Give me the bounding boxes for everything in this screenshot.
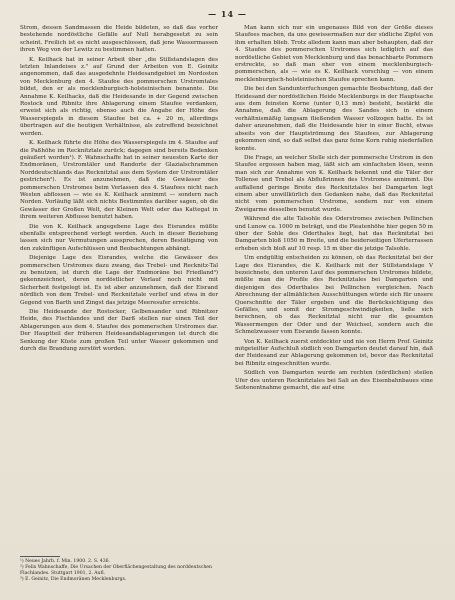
footnote: ²) Felix Wahnschaffe, Die Ursachen der Oberflächengestaltung des norddeutschen Flachlandes. Stuttgart 1901, 2. Aufl. xyxy=(20,565,212,576)
paragraph: Diejenige Lage des Eisrandes, welche die Gewässer des pommerschen Urstromes dazu zwang, das Trebel- und Recknitz-Tal zu benutzen, ist durch die Lage der Endmoräne bei Friedland³) gekennzeichnet, deren nordöstlicher Verlauf noch nicht mit Sicherheit festgelegt ist. Es ist aber anzunehmen, daß der Eisrand nördlich von dem Trebel- und Recknitztale verlief und etwa in der Gegend von Barth und Zingst das jetzige Meeresufer erreichte. xyxy=(20,255,218,306)
paragraph: Die bei den Sandunterfuchungen gemachte Beobachtung, daß der Heidesand der nordöstlichen Heide Mecklenburgs in der Hauptsache aus dem feinsten Korne (unter 0,13 mm) besteht, bestärkt die Annahme, daß die Ablagerung des Sandes sich in einem verhältnismäßig langsam fließenden Wasser vollzogen hatte. Es ist daher anzunehmen, daß die Heidesande hier in einer Bucht, etwas abseits von der Hauptströmung des Staufees, zur Ablagerung gekommen sind, so daß selbst das ganz feine Korn ruhig niederfallen konnte. xyxy=(235,86,433,152)
left-column xyxy=(20,25,218,355)
right-column xyxy=(235,25,433,395)
paragraph: Die von K. Keilhack angegebene Lage des Eisrandes müßte ebenfalls entsprechend verlegt werden. Auch in dieser Beziehung lassen sich nur Vermutungen aussprechen, deren Bestätigung von den zukünftigen Aufschlüssen und Beobachtungen abhängt. xyxy=(20,223,218,252)
footnote: ³) E. Geinitz, Die Endmoränen Mecklenburgs. xyxy=(20,577,127,582)
paragraph: Die Frage, an welcher Stelle sich der pommersche Urstrom in den Staufee ergossen haben mag, läßt sich am einfachsten lösen, wenn man sich zur Annahme von K. Keilhack bekennt und die Täler der Tollense und Trebel als Abflußrinnen des Urstromes annimmt. Die auffallend geringe Breite des Recknitztales bei Damgarten legt einem aber unwillkürlich den Gedanken nahe, daß das Recknitztal nicht vom pommerschen Urstrome, sondern nur von einem Zweigarme desselben benutzt wurde. xyxy=(235,154,433,213)
paragraph: Während die alte Talsohle des Oderstromes zwischen Pellinchen und Lunow ca. 1000 m beträgt, und die Pleatenhöhe hier gegen 50 m über der Sohle des Oderthales liegt, hat das Recknitztal bei Damgarten bloß 1050 m Breite, und die beiderseitigen Uferterrassen erheben sich bloß auf 10 resp. 15 m über die jetzige Talsohle. xyxy=(235,216,433,252)
footnote-divider xyxy=(20,556,60,557)
paragraph: Die Heidesande der Rostocker, Gelbensander und Ribnitzer Heide, des Fischlandes und der Darß stellen nur einen Teil der Ablagerungen aus dem 4. Staufee des pommerschen Urstromes dar. Der Hauptteil der früheren Heidesandablagerungen ist durch die Senkung der Küste zum großen Teil unter Wasser gekommen und durch die Brandung zerstört worden. xyxy=(20,309,218,353)
footnote: ¹) Neues Jahrb. f. Min. 1900. 2. S. 436. xyxy=(20,559,111,564)
paragraph: K. Keilhack führte die Höhe des Wasserspiegels im 4. Staufee auf die Paßhöhe im Recknitztale zurück; dagegen sind bereits Bedenken geäußert worden¹). F. Wahnschaffe hat in seiner neuesten Karte der Endmoränen, Urstromtäler und Randorte der Glazialschrammen Norddeutschlands das Recknitztal aus dem System der Urstromtäler gestrichen²). Es ist anzunehmen, daß die Gewässer des pommerschen Urstromes beim Verlassen des 4. Staufees nicht nach Westen abflossen — wie es K. Keilhack annimmt — sondern nach Norden. Vorläufig läßt sich nichts Bestimmtes darüber sagen, ob die Gewässer der Großen Welt, der Kleinen Welt oder das Kattegat in ihrem weiteren Abflusse benutzt haben. xyxy=(20,140,218,221)
paragraph: Südlich von Damgarten wurde am rechten (nördlichen) steilen Ufer des unteren Recknitztales bei Sali an des Eisenbahnbaues eine Seitenentnahme gemacht, die auf eine xyxy=(235,370,433,392)
paragraph: K. Keilhack hat in seiner Arbeit über „die Stillstandslagen des letzten Inlandeises z." auf Grund der Arbeiten von E. Geinitz angenommen, daß das ausgedehnte Heidesandgebiet im Nordosten von Mecklenburg den 4. Staufee des pommerschen Urstromtales bildet, den er als mecklenburgisch-holsteinischen benannte. Die Annahme K. Keilhacks, daß die Heidesande in der Gegend zwischen Rostock und Ribnitz ihre Ablagerung einem Staufee verdanken, erweist sich als richtig, ebenso auch die Angabe der Höhe des Wasserspiegels in diesem Staufee bei ca. + 20 m, allerdings übertragen auf die heutigen Verhältnisse, als zutreffend bezeichnet werden. xyxy=(20,56,218,137)
paragraph: Von K. Keilhack zuerst entdeckter und nie von Herrn Prof. Geinitz mitgeteilter Aufschluß südlich von Damgarten deutet darauf hin, daß der Heidesand zur Ablagerung gekommen ist, bevor das Recknitztal bei Ribnitz eingeschnitten wurde. xyxy=(235,338,433,367)
paragraph: Man kann sich nur ein ungenaues Bild von der Größe dieses Staufees machen, da uns gewissermaßen nur der südliche Zipfel von ihm erhalten blieb. Trotz alledem kann man aber behaupten, daß der 4. Staufee des pommerschen Urstromes sich lediglich auf das nordöstliche Gebiet von Mecklenburg und das benachbarte Pommern erstreckte, so daß man eher von einem mecklenburgisch-pommerschen, als — wie es K. Keilhack vorschlug — von einem mecklenburgisch-holsteinischen Staufee sprechen kann. xyxy=(235,25,433,83)
footnotes xyxy=(20,559,218,583)
paragraph: Strom, dessen Sandmassen die Heide bildeten, so daß das vorher bestehende nordöstliche Gefälle auf Null herabgesetzt zu sein scheint. Freilich ist es nicht ausgeschlossen, daß jene Wassermassen ihren Weg von der Lewitz zu bestimmen hatten. xyxy=(20,25,218,54)
paragraph: Um endgültig entscheiden zu können, ob das Recknitztal bei der Lage des Eisrandes, die K. Keilhack mit der Stillstandslage V bezeichnete, den unteren Lauf des pommerschen Urstromes bildete, müßte man die Profile des Recknitztales bei Damgarten und diejenigen des Oderthales bei Pellinchen vergleichen. Nach Abrechnung der allmählichen Ausschüttungen würde sich für unsere Querschnitte der Täler ergeben und die Berücksichtigung des Gefälles, und somit der Stromgeschwindigkeiten, ließe sich berechnen, ob das Recknitztal nicht nur die gesamten Wassermengen der Oder und der Weichsel, sondern auch die Schmelzwasser vom Eisrande fassen konnte. xyxy=(235,255,433,336)
page-number: — 14 — xyxy=(208,9,247,19)
